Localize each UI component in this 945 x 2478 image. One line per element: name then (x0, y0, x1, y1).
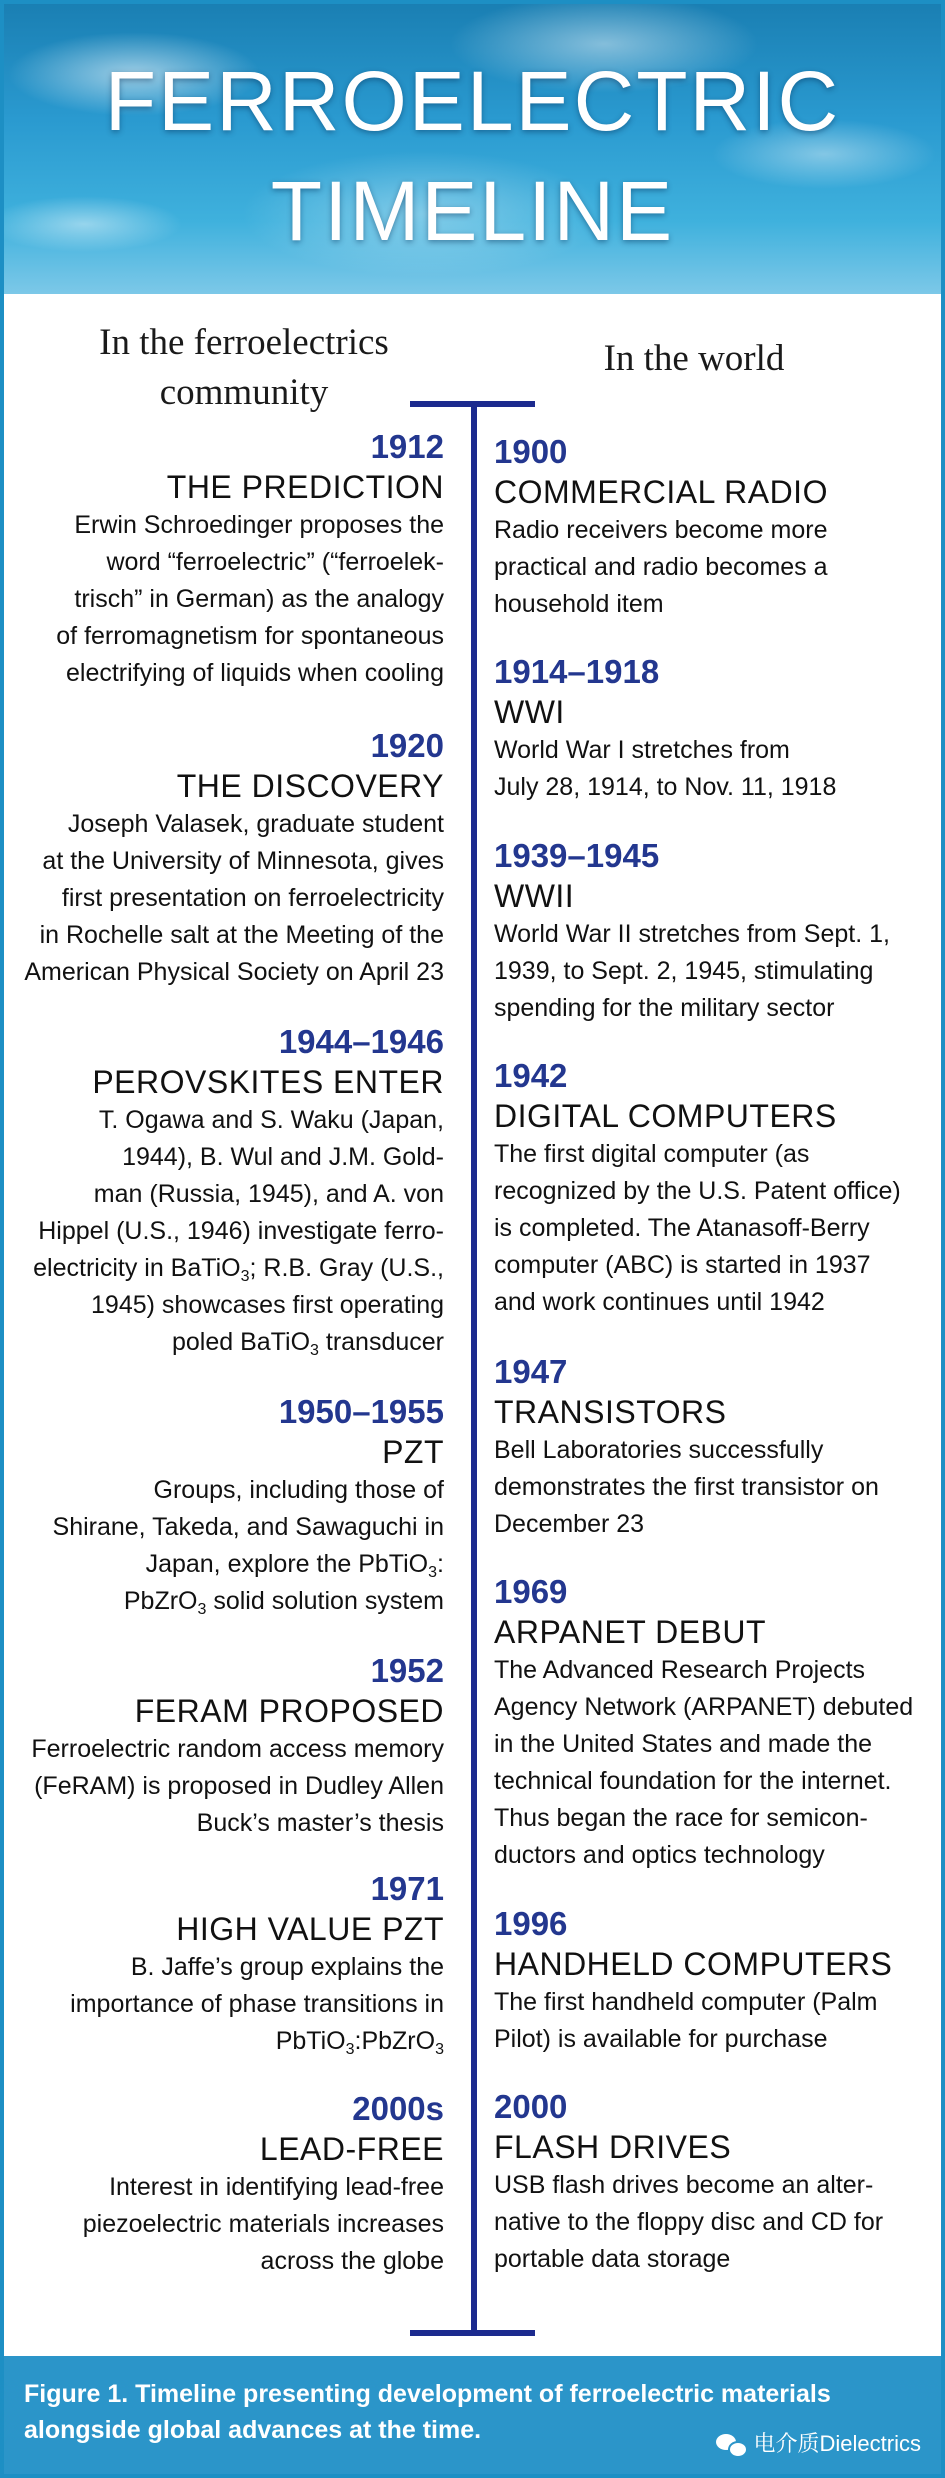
wechat-icon (716, 2432, 746, 2456)
entry-heading: TRANSISTORS (494, 1394, 727, 1430)
entry-heading: PZT (382, 1434, 444, 1470)
left-entry-1952 (4, 1651, 444, 1842)
entry-heading: FLASH DRIVES (494, 2129, 732, 2165)
body-line: July 28, 1914, to Nov. 11, 1918 (494, 773, 837, 801)
body-line: Buck’s master’s thesis (196, 1809, 444, 1837)
entry-body (494, 1432, 914, 1543)
body-line: technical foundation for the internet. (494, 1767, 892, 1795)
body-line: ductors and optics technology (494, 1841, 825, 1869)
entry-body (494, 732, 914, 806)
body-line: of ferromagnetism for spontaneous (56, 622, 444, 650)
entry-heading: PEROVSKITES ENTER (92, 1064, 444, 1100)
body-line: first presentation on ferroelectricity (61, 884, 444, 912)
entry-year: 2000s (352, 2090, 444, 2127)
watermark (716, 2426, 921, 2462)
entry-year: 1947 (494, 1353, 568, 1390)
right-entry-1969 (494, 1572, 914, 1874)
entry-body (494, 1136, 914, 1321)
entry-heading: ARPANET DEBUT (494, 1614, 767, 1650)
timeline-bottom-cap (410, 2330, 535, 2336)
body-line: 1945) showcases first operating (91, 1291, 444, 1319)
body-line: December 23 (494, 1510, 645, 1538)
entry-body (4, 507, 444, 692)
entry-heading: DIGITAL COMPUTERS (494, 1098, 837, 1134)
left-entry-2000s (4, 2089, 444, 2280)
body-line: is completed. The Atanasoff-Berry (494, 1214, 870, 1242)
body-line: T. Ogawa and S. Waku (Japan, (98, 1106, 444, 1134)
entry-body (4, 1949, 444, 2060)
body-line: portable data storage (494, 2245, 731, 2273)
body-line: electricity in BaTiO$_3$; R.B. Gray (U.S., (33, 1254, 444, 1285)
entry-year: 1914–1918 (494, 653, 660, 690)
entry-body (494, 1652, 914, 1874)
body-line: native to the floppy disc and CD for (494, 2208, 884, 2236)
entry-year: 1950–1955 (278, 1393, 444, 1430)
body-line: Agency Network (ARPANET) debuted (494, 1693, 914, 1721)
body-line: Groups, including those of (153, 1476, 444, 1504)
body-line: American Physical Society on April 23 (24, 958, 444, 986)
entry-body (4, 1102, 444, 1361)
body-line: Thus began the race for semicon- (494, 1804, 868, 1832)
entry-heading: HIGH VALUE PZT (176, 1911, 444, 1947)
body-line: in the United States and made the (494, 1730, 873, 1758)
body-line: Shirane, Takeda, and Sawaguchi in (52, 1513, 444, 1541)
entry-body (4, 806, 444, 991)
body-line: PbTiO$_3$:PbZrO$_3$ (275, 2027, 444, 2058)
entry-heading: FERAM PROPOSED (134, 1693, 444, 1729)
left-column-heading (44, 318, 444, 418)
body-line: The first handheld computer (Palm (494, 1988, 878, 2016)
entry-year: 1942 (494, 1057, 568, 1094)
entry-heading: COMMERCIAL RADIO (494, 474, 828, 510)
body-line: household item (494, 590, 664, 618)
body-line: (FeRAM) is proposed in Dudley Allen (34, 1772, 444, 1800)
entry-year: 1912 (370, 428, 444, 465)
right-entry-2000 (494, 2087, 914, 2278)
entry-body (494, 512, 914, 623)
entry-year: 1944–1946 (278, 1023, 444, 1060)
entry-body (494, 916, 914, 1027)
entry-heading: LEAD-FREE (259, 2131, 444, 2167)
figure-caption (4, 2356, 941, 2474)
left-entry-1912 (4, 427, 444, 692)
left-entry-1920 (4, 726, 444, 991)
body-line: word “ferroelectric” (“ferroelek- (106, 548, 444, 576)
entry-year: 1969 (494, 1573, 568, 1610)
body-line: Hippel (U.S., 1946) investigate ferro- (38, 1217, 444, 1245)
entry-body (4, 1731, 444, 1842)
body-line: Pilot) is available for purchase (494, 2025, 828, 2053)
banner-title-line1: FERROELECTRIC (104, 54, 841, 148)
body-line: at the University of Minnesota, gives (42, 847, 444, 875)
right-entry-1947 (494, 1352, 914, 1543)
right-entry-1996 (494, 1904, 914, 2058)
entry-year: 1996 (494, 1905, 568, 1942)
watermark-text: 电介质Dielectrics (753, 2431, 921, 2456)
right-entry-1900 (494, 432, 914, 623)
right-column-heading: In the world (603, 338, 785, 379)
entry-body (4, 1472, 444, 1620)
entry-body (494, 2167, 914, 2278)
body-line: Ferroelectric random access memory (31, 1735, 444, 1763)
entry-year: 1900 (494, 433, 568, 470)
right-entry-1942 (494, 1056, 914, 1321)
entry-year: 1952 (370, 1652, 444, 1689)
body-line: B. Jaffe’s group explains the (130, 1953, 444, 1981)
body-line: in Rochelle salt at the Meeting of the (39, 921, 444, 949)
body-line: The first digital computer (as (494, 1140, 810, 1168)
body-line: spending for the military sector (494, 994, 835, 1022)
timeline-spine (471, 404, 477, 2336)
body-line: trisch” in German) as the analogy (74, 585, 444, 613)
caption-line2: alongside global advances at the time. (24, 2416, 482, 2444)
entry-year: 2000 (494, 2088, 568, 2125)
body-line: USB flash drives become an alter- (494, 2171, 874, 2199)
body-line: 1944), B. Wul and J.M. Gold- (122, 1143, 444, 1171)
body-line: Japan, explore the PbTiO$_3$: (145, 1550, 444, 1581)
body-line: electrifying of liquids when cooling (66, 659, 444, 687)
entry-body (4, 2169, 444, 2280)
body-line: Bell Laboratories successfully (494, 1436, 824, 1464)
body-line: Joseph Valasek, graduate student (67, 810, 444, 838)
body-line: Radio receivers become more (494, 516, 828, 544)
body-line: man (Russia, 1945), and A. von (93, 1180, 444, 1208)
right-entry-1939-1945 (494, 836, 914, 1027)
entry-year: 1939–1945 (494, 837, 660, 874)
entry-heading: HANDHELD COMPUTERS (494, 1946, 893, 1982)
entry-body (494, 1984, 914, 2058)
body-line: 1939, to Sept. 2, 1945, stimulating (494, 957, 874, 985)
left-entry-1950-1955 (4, 1392, 444, 1620)
body-line: computer (ABC) is started in 1937 (494, 1251, 871, 1279)
banner-title-line2: TIMELINE (270, 164, 675, 258)
right-entry-1914-1918 (494, 652, 914, 806)
body-line: poled BaTiO$_3$ transducer (171, 1328, 444, 1359)
body-line: The Advanced Research Projects (494, 1656, 866, 1684)
body-line: practical and radio becomes a (494, 553, 828, 581)
body-line: PbZrO$_3$ solid solution system (123, 1587, 444, 1618)
body-line: across the globe (260, 2247, 444, 2275)
body-line: importance of phase transitions in (70, 1990, 444, 2018)
entry-year: 1971 (370, 1870, 444, 1907)
entry-heading: WWI (494, 694, 565, 730)
body-line: Erwin Schroedinger proposes the (74, 511, 444, 539)
title-banner (4, 4, 941, 294)
body-line: and work continues until 1942 (494, 1288, 825, 1316)
entry-heading: WWII (494, 878, 575, 914)
left-entry-1944-1946 (4, 1022, 444, 1361)
left-heading-line1: In the ferroelectrics (99, 322, 389, 363)
left-heading-line2: community (159, 372, 329, 413)
entry-heading: THE PREDICTION (166, 469, 444, 505)
body-line: Interest in identifying lead-free (109, 2173, 444, 2201)
body-line: World War I stretches from (494, 736, 790, 764)
body-line: recognized by the U.S. Patent office) (494, 1177, 901, 1205)
body-line: World War II stretches from Sept. 1, (494, 920, 890, 948)
entry-year: 1920 (370, 727, 444, 764)
body-line: piezoelectric materials increases (82, 2210, 444, 2238)
caption-line1: Figure 1. Timeline presenting development of ferroelectric materials (24, 2380, 831, 2408)
entry-heading: THE DISCOVERY (176, 768, 444, 804)
left-entry-1971 (4, 1869, 444, 2060)
body-line: demonstrates the first transistor on (494, 1473, 879, 1501)
